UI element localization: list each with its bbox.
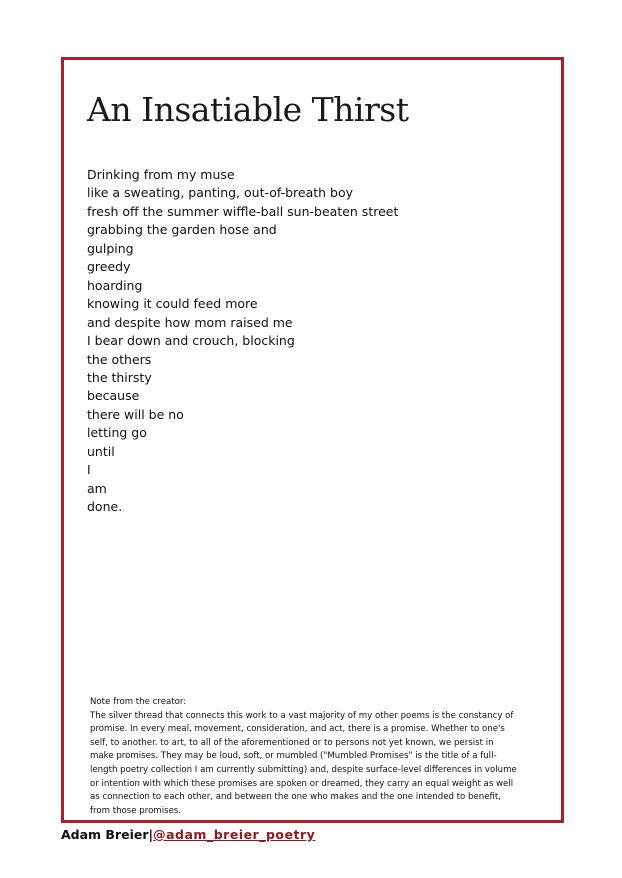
poem-line: the others [87,351,152,367]
poem-line: until [87,443,115,459]
poem-body [87,166,398,517]
poem-line: gulping [87,240,134,256]
poem-line: knowing it could feed more [87,296,258,312]
poem-line: grabbing the garden hose and [87,222,277,238]
creator-note [90,696,518,818]
poem-line: and despite how mom raised me [87,314,293,330]
poem-line: I bear down and crouch, blocking [87,333,295,349]
author-byline [61,827,315,843]
social-handle-link[interactable]: @adam_breier_poetry [153,827,316,842]
poem-line: am [87,480,107,496]
poem-line: done. [87,499,123,515]
poem-line: the thirsty [87,369,152,385]
poem-line: Drinking from my muse [87,167,235,182]
byline-separator: | [148,827,154,842]
poem-line: because [87,388,140,404]
author-name: Adam Breier [61,827,149,842]
creator-note-body: The silver thread that connects this work to a vast majority of my other poems is the constancy of promise. In every meal, movement, consideration, and act, there is a promise. Whether to one's self, to another. to art, to all of the aforementioned or to persons not yet known, we persist in make promises. They may be loud, soft, or mumbled ("Mumbled Promises" is the title of a full-length poetry collection I am currently submitting) and, despite surface-level differences in volume or intention with which these promises are spoken or dreamed, they carry an equal weight as well as connection to each other, and between the one who makes and the one intended to benefit, from those promises. [90,710,517,816]
poem-line: greedy [87,259,131,275]
poem-title: An Insatiable Thirst [87,90,409,129]
creator-note-heading: Note from the creator: [90,697,187,707]
poem-line: I [87,462,91,478]
poem-line: like a sweating, panting, out-of-breath boy [87,185,354,201]
poem-line: hoarding [87,277,143,293]
poem-line: letting go [87,425,147,441]
poem-line: fresh off the summer wiffle-ball sun-beaten street [87,203,399,219]
poem-line: there will be no [87,406,184,422]
